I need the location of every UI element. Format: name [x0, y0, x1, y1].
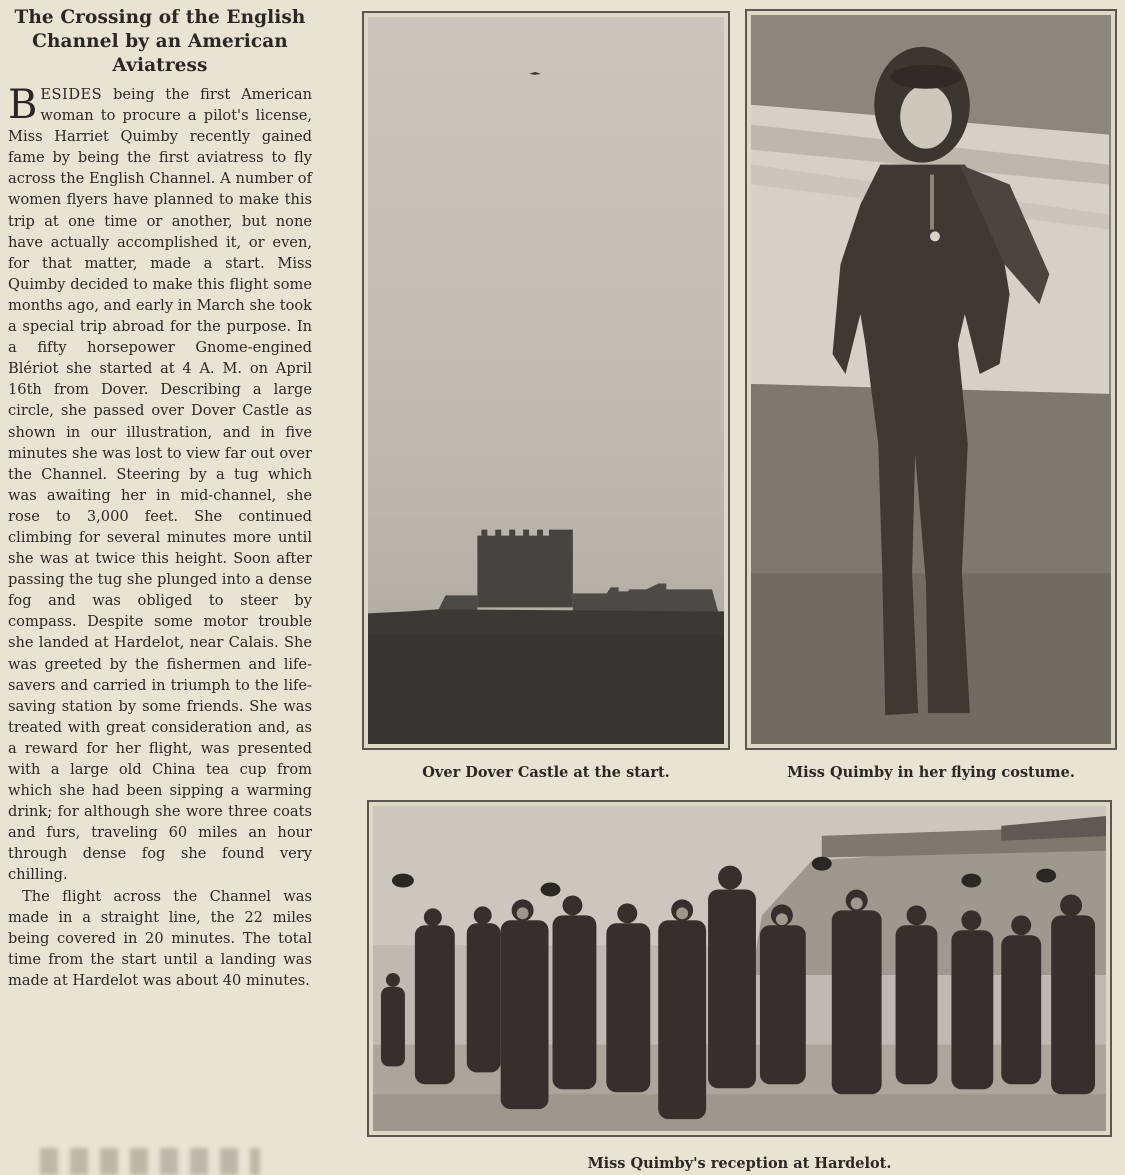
- dover-castle-image: [368, 17, 724, 744]
- drop-cap: B: [8, 82, 38, 128]
- portrait-photo-frame: [745, 9, 1117, 750]
- portrait-caption: Miss Quimby in her flying costume.: [787, 764, 1075, 781]
- lead-caps: ESIDES: [40, 86, 103, 103]
- reception-caption: Miss Quimby's reception at Hardelot.: [587, 1155, 892, 1172]
- castle-photo-frame: [362, 11, 730, 750]
- reception-crowd-image: [373, 806, 1106, 1131]
- paragraph-1-text: being the first American woman to procure a pilot's license, Miss Harriet Quimby recently gained fame by being the first aviatress to fly across the English Channel. A number of women flyers have planned to make this trip at one time or another, but none have actually accomplished it, or even, for that matter, made a start. Miss Quimby decided to make this flight some months ago, and early in March she took a special trip abroad for the purpose. In a fifty horsepower Gnome-engined Blériot she started at 4 A. M. on April 16th from Dover. Describing a large circle, she passed over Dover Castle as shown in our illustration, and in five minutes she was lost to view far out over the Channel. Steering by a tug which was awaiting her in mid-channel, she rose to 3,000 feet. She continued climbing for several minutes more until she was at twice this height. Soon after passing the tug she plunged into a dense fog and was obliged to steer by compass. Despite some motor trouble she landed at Hardelot, near Calais. She was greeted by the fishermen and life-savers and carried in triumph to the life-saving station by some friends. She was treated with great consideration and, as a reward for her flight, was presented with a large old China tea cup from which she had been sipping a warming drink; for although she wore three coats and furs, traveling 60 miles an hour through dense fog she found very chilling.: [8, 86, 312, 884]
- article-headline: The Crossing of the English Channel by an American Aviatress: [14, 7, 306, 76]
- castle-caption: Over Dover Castle at the start.: [422, 764, 670, 781]
- article-paragraph-2: The flight across the Channel was made in a straight line, the 22 miles being covered in 20 minutes. The total time from the start until a landing was made at Hardelot was about 40 minutes.: [8, 887, 312, 989]
- portrait-photo: [751, 15, 1111, 744]
- reception-photo: [373, 806, 1106, 1131]
- castle-photo: [368, 17, 724, 744]
- reception-photo-frame: [367, 800, 1112, 1137]
- article-paragraph-1: [8, 84, 312, 886]
- article-column: [8, 6, 312, 991]
- flying-costume-image: [751, 15, 1111, 744]
- next-article-bleed: [40, 1148, 260, 1175]
